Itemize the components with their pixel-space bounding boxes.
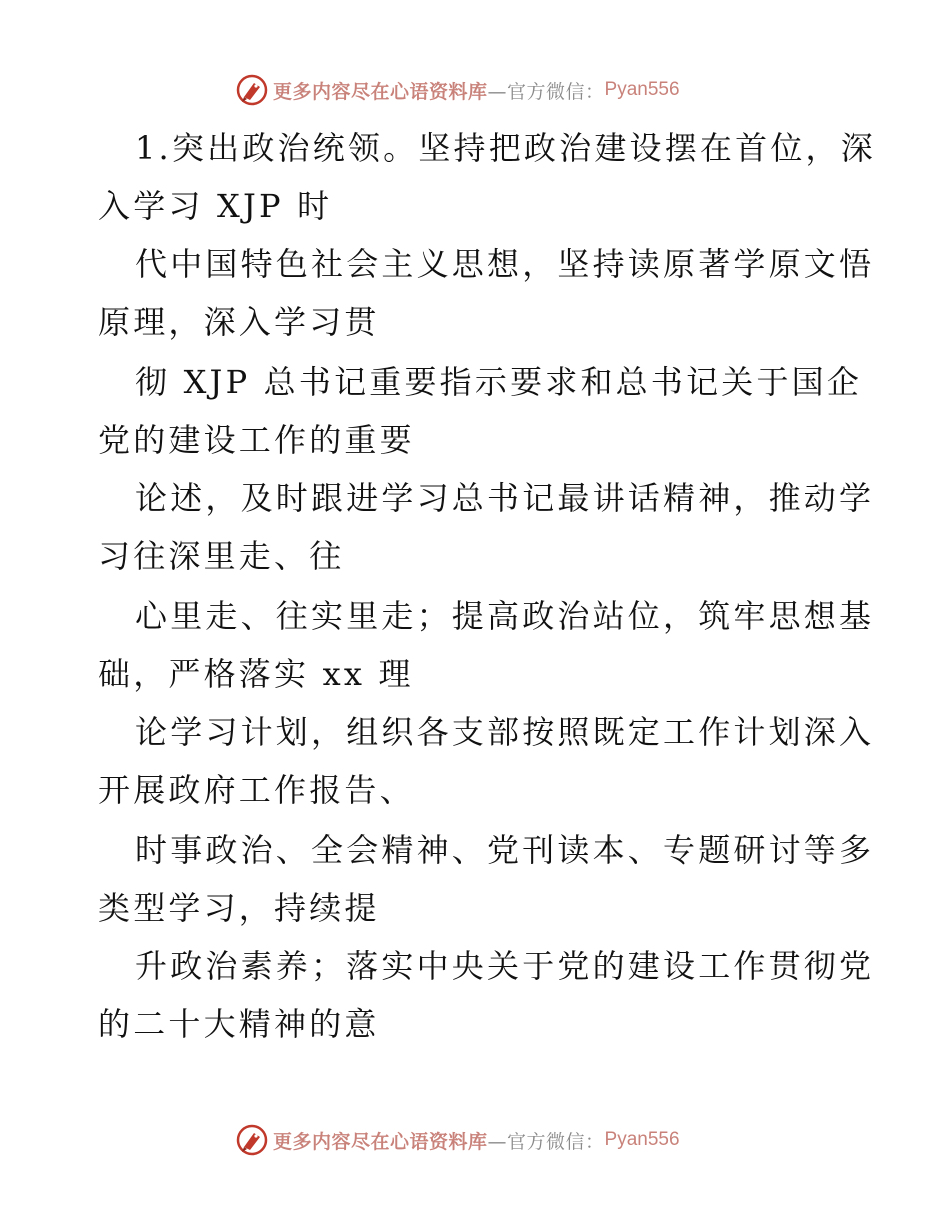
header-banner-separator: —官方微信： bbox=[487, 80, 605, 103]
body-line: 1.突出政治统领。坚持把政治建设摆在首位，深 bbox=[135, 129, 876, 167]
body-line: 时事政治、全会精神、党刊读本、专题研讨等多 bbox=[135, 831, 875, 869]
body-line: 础，严格落实 xx 理 bbox=[98, 655, 414, 693]
body-line: 论述，及时跟进学习总书记最讲话精神，推动学 bbox=[135, 479, 875, 517]
body-line: 论学习计划，组织各支部按照既定工作计划深入 bbox=[135, 713, 875, 751]
body-line: 习往深里走、往 bbox=[98, 537, 345, 575]
footer-banner bbox=[235, 1122, 680, 1158]
body-line: 党的建设工作的重要 bbox=[98, 421, 415, 459]
body-line: 原理，深入学习贯 bbox=[98, 303, 380, 341]
body-line: 入学习 XJP 时 bbox=[98, 187, 333, 225]
pen-nib-logo-icon bbox=[235, 73, 269, 107]
body-line: 代中国特色社会主义思想，坚持读原著学原文悟 bbox=[135, 245, 875, 283]
body-line: 升政治素养；落实中央关于党的建设工作贯彻党 bbox=[135, 947, 875, 985]
pen-nib-logo-icon bbox=[235, 1123, 269, 1157]
body-line: 心里走、往实里走；提高政治站位，筑牢思想基 bbox=[135, 597, 875, 635]
header-banner-wechat-id: Pyan556 bbox=[604, 79, 680, 100]
footer-banner-title: 更多内容尽在心语资料库 bbox=[273, 1130, 488, 1153]
body-line: 开展政府工作报告、 bbox=[98, 771, 415, 809]
header-banner-title: 更多内容尽在心语资料库 bbox=[273, 80, 488, 103]
body-line: 彻 XJP 总书记重要指示要求和总书记关于国企 bbox=[135, 363, 863, 401]
body-line: 类型学习，持续提 bbox=[98, 889, 380, 927]
footer-banner-wechat-id: Pyan556 bbox=[604, 1129, 680, 1150]
body-line: 的二十大精神的意 bbox=[98, 1005, 380, 1043]
footer-banner-separator: —官方微信： bbox=[487, 1130, 605, 1153]
header-banner bbox=[235, 72, 680, 108]
